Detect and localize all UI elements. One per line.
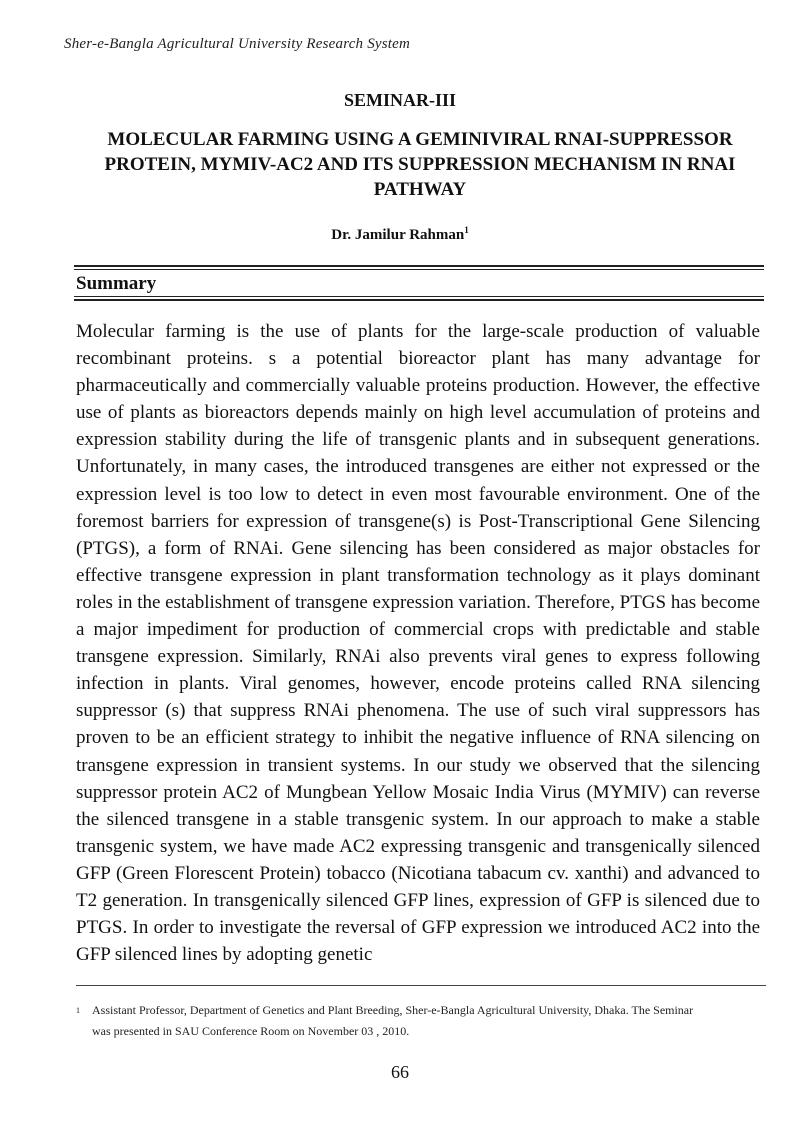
author-name: Dr. Jamilur Rahman bbox=[331, 227, 465, 243]
footnote-line-1: Assistant Professor, Department of Genetics and Plant Breeding, Sher-e-Bangla Agricultural University, Dhaka. The Seminar bbox=[92, 1003, 694, 1017]
author-footnote-mark: 1 bbox=[464, 225, 469, 235]
footnote-line-2: was presented in SAU Conference Room on November 03 , 2010. bbox=[92, 1024, 410, 1038]
paper-title: MOLECULAR FARMING USING A GEMINIVIRAL RNAI-SUPPRESSOR PROTEIN, MYMIV-AC2 AND ITS SUPPRESSION MECHANISM IN RNAI PATHWAY bbox=[104, 129, 736, 200]
summary-rule-bottom-thin bbox=[74, 296, 764, 297]
summary-rule-top-thin bbox=[74, 269, 764, 270]
author-line bbox=[0, 225, 800, 244]
footnote-divider bbox=[76, 985, 766, 986]
summary-paragraph: Molecular farming is the use of plants for the large-scale production of valuable recombinant proteins. s a potential bioreactor plant has many advantage for pharmaceutically and commercially valuable proteins production. However, the effective use of plants as bioreactors depends mainly on high level accumulation of proteins and expression stability during the life of transgenic plants and in subsequent generations. Unfortunately, in many cases, the introduced transgenes are either not expressed or the expression level is too low to detect in even most favourable environment. One of the foremost barriers for expression of transgene(s) is Post-Transcriptional Gene Silencing (PTGS), a form of RNAi. Gene silencing has been considered as major obstacles for effective transgene expression in plant transformation technology as it plays dominant roles in the establishment of transgene expression variation. Therefore, PTGS has become a major impediment for production of commercial crops with predictable and stable transgene expression. Similarly, RNAi also prevents viral genes to express following infection in plants. Viral genomes, however, encode proteins called RNA silencing suppressor (s) that suppress RNAi phenomena. The use of such viral suppressors has proven to be an efficient strategy to inhibit the negative influence of RNA silencing on transgene expression in transient systems. In our study we observed that the silencing suppressor protein AC2 of Mungbean Yellow Mosaic India Virus (MYMIV) can reverse the silenced transgene in a stable transgenic system. In our approach to make a stable transgenic system, we have made AC2 expressing transgenic and transgenically silenced GFP (Green Florescent Protein) tobacco (Nicotiana tabacum cv. xanthi) and advanced to T2 generation. In transgenically silenced GFP lines, expression of GFP is silenced due to PTGS. In order to investigate the reversal of GFP expression we introduced AC2 into the GFP silenced lines by adopting genetic bbox=[76, 321, 760, 966]
running-header: Sher-e-Bangla Agricultural University Research System bbox=[64, 36, 411, 52]
footnote-mark: 1 bbox=[76, 1006, 80, 1015]
summary-heading: Summary bbox=[76, 273, 157, 294]
page-number: 66 bbox=[391, 1062, 409, 1082]
seminar-label: SEMINAR-III bbox=[343, 90, 457, 110]
footnote bbox=[76, 1000, 766, 1042]
summary-rule-bottom-thick bbox=[74, 299, 764, 301]
summary-rule-top-thick bbox=[74, 265, 764, 267]
